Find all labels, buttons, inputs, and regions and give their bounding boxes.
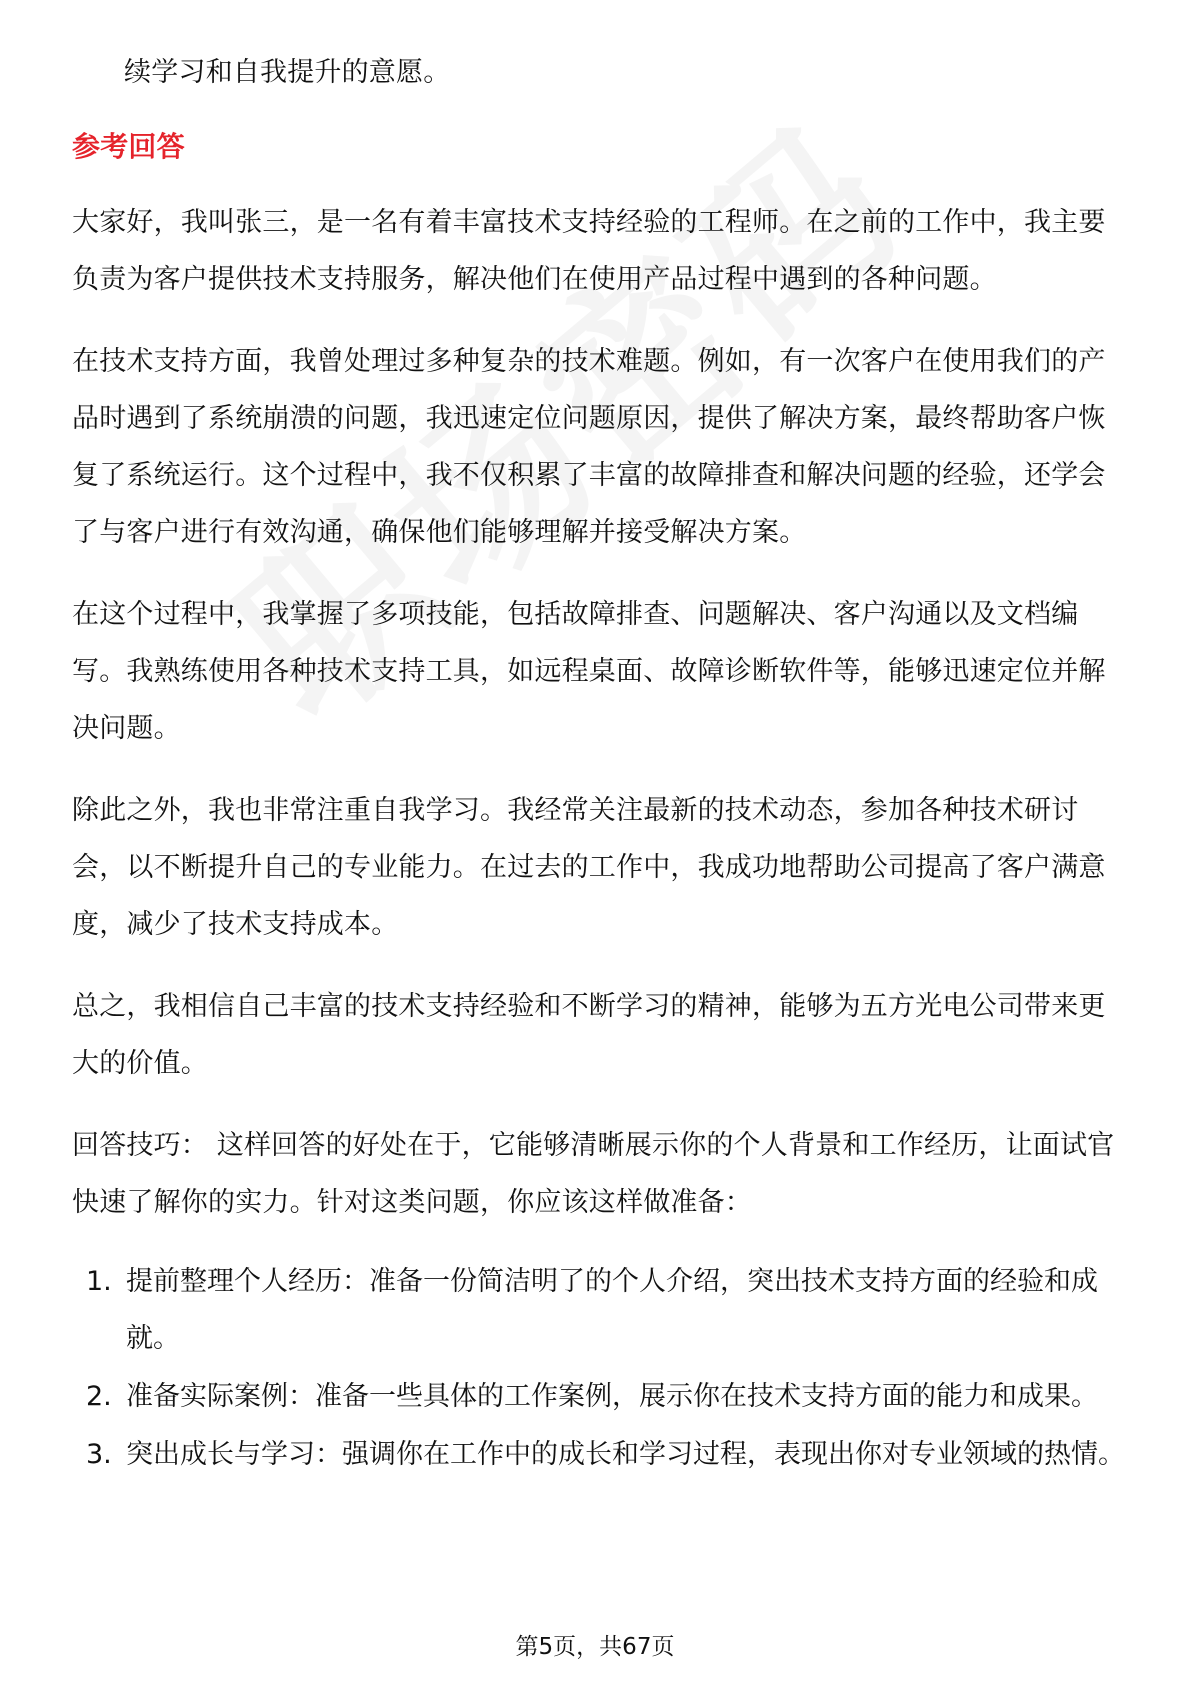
list-item-text: 准备实际案例：准备一些具体的工作案例，展示你在技术支持方面的能力和成果。 (126, 1381, 1098, 1412)
tips-list (72, 1253, 1128, 1483)
paragraph-learning: 除此之外，我也非常注重自我学习。我经常关注最新的技术动态，参加各种技术研讨会，以不断提升自己的专业能力。在过去的工作中，我成功地帮助公司提高了客户满意度，减少了技术支持成本。 (72, 795, 1106, 940)
list-item (72, 1253, 1128, 1367)
paragraph-answer-tips: 回答技巧： 这样回答的好处在于，它能够清晰展示你的个人背景和工作经历，让面试官快速了解你的实力。针对这类问题，你应该这样做准备： (72, 1130, 1115, 1218)
paragraph-conclusion: 总之，我相信自己丰富的技术支持经验和不断学习的精神，能够为五方光电公司带来更大的价值。 (72, 991, 1106, 1079)
list-item-text: 突出成长与学习：强调你在工作中的成长和学习过程，表现出你对专业领域的热情。 (126, 1439, 1125, 1470)
list-item (72, 1368, 1128, 1425)
paragraph-intro: 大家好，我叫张三，是一名有着丰富技术支持经验的工程师。在之前的工作中，我主要负责为客户提供技术支持服务，解决他们在使用产品过程中遇到的各种问题。 (72, 207, 1106, 295)
list-item-text: 提前整理个人经历：准备一份简洁明了的个人介绍，突出技术支持方面的经验和成就。 (126, 1266, 1098, 1354)
continuation-line: 续学习和自我提升的意愿。 (124, 57, 451, 88)
list-item-number: 1. (86, 1266, 112, 1297)
paragraph-support-experience: 在技术支持方面，我曾处理过多种复杂的技术难题。例如，有一次客户在使用我们的产品时遇到了系统崩溃的问题，我迅速定位问题原因，提供了解决方案，最终帮助客户恢复了系统运行。这个过程中，我不仅积累了丰富的故障排查和解决问题的经验，还学会了与客户进行有效沟通，确保他们能够理解并接受解决方案。 (72, 346, 1106, 548)
paragraph-skills: 在这个过程中，我掌握了多项技能，包括故障排查、问题解决、客户沟通以及文档编写。我熟练使用各种技术支持工具，如远程桌面、故障诊断软件等，能够迅速定位并解决问题。 (72, 599, 1106, 744)
section-title: 参考回答 (72, 130, 185, 163)
list-item (72, 1426, 1128, 1483)
list-item-number: 2. (86, 1381, 112, 1412)
page-footer: 第5页，共67页 (515, 1634, 675, 1660)
list-item-number: 3. (86, 1439, 112, 1470)
document-body (72, 44, 1128, 1484)
